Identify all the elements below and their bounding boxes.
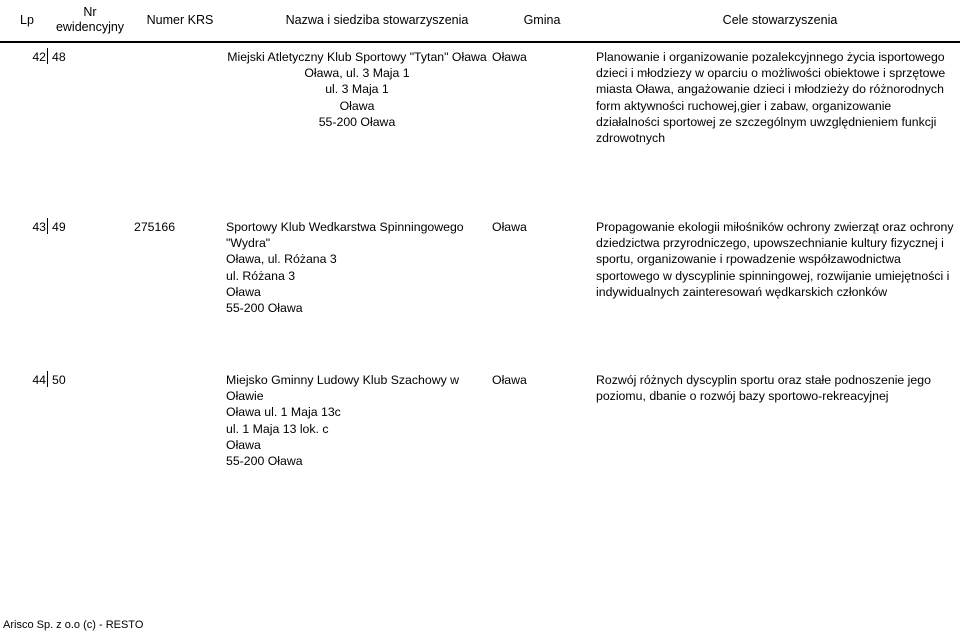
cell-gmina: Oława xyxy=(492,50,527,64)
cell-gmina: Oława xyxy=(492,373,527,387)
header-numer-krs: Numer KRS xyxy=(146,12,214,27)
cell-cele: Propagowanie ekologii miłośników ochrony zwierząt oraz ochrony dziedzictwa przyrodniczego, upowszechnianie kultury fizycznej i sportu, organizowanie i rpowadzenie współzawodnictwa sportowego w dyscyplinie spinningowej, rozwijanie umiejętności i indywidualnych zainteresowań wędkarskich członków xyxy=(596,220,954,299)
footer-copyright: Arisco Sp. z o.o (c) - RESTO xyxy=(3,619,144,631)
header-gmina: Gmina xyxy=(523,12,561,27)
cell-krs: 275166 xyxy=(134,220,176,234)
cell-cele: Planowanie i organizowanie pozalekcyjnnego życia isportowego dzieci i młodziezy w oparciu o możliwości obiektowe i sprzętowe miasta Oława, angażowanie dzieci i młodzieży do różnorodnych form aktywności ruchowej,gier i zabaw, organizowanie działalności sportowej ze szczególnym uwzględnieniem funkcji zdrowotnych xyxy=(596,50,946,146)
cell-divider xyxy=(47,371,48,387)
cell-divider xyxy=(47,48,48,64)
cell-lp: 44 xyxy=(32,373,46,387)
cell-nazwa: Sportowy Klub Wedkarstwa Spinningowego "Wydra" Oława, ul. Różana 3 ul. Różana 3 Oława 55-200 Oława xyxy=(226,220,464,316)
cell-nr: 50 xyxy=(52,373,66,387)
cell-nr: 49 xyxy=(52,220,66,234)
header-lp: Lp xyxy=(20,12,34,27)
cell-cele: Rozwój różnych dyscyplin sportu oraz stałe podnoszenie jego poziomu, dbanie o rozwój bazy sportowo-rekreacyjnej xyxy=(596,373,931,404)
cell-divider xyxy=(47,218,48,234)
cell-lp: 42 xyxy=(32,50,46,64)
cell-lp: 43 xyxy=(32,220,46,234)
header-nr-ewidencyjny: Nr ewidencyjny xyxy=(55,5,125,34)
cell-gmina: Oława xyxy=(492,220,527,234)
table-row-clipped xyxy=(0,370,960,469)
cell-nr: 48 xyxy=(52,50,66,64)
header-cele: Cele stowarzyszenia xyxy=(722,12,838,27)
header-nazwa: Nazwa i siedziba stowarzyszenia xyxy=(285,12,469,27)
header-divider xyxy=(0,41,960,43)
cell-nazwa: Miejsko Gminny Ludowy Klub Szachowy w Oławie Oława ul. 1 Maja 13c ul. 1 Maja 13 lok. c Oława 55-200 Oława xyxy=(226,373,460,469)
cell-nazwa: Miejski Atletyczny Klub Sportowy "Tytan" Oława Oława, ul. 3 Maja 1 ul. 3 Maja 1 Oława 55-200 Oława xyxy=(227,50,487,129)
